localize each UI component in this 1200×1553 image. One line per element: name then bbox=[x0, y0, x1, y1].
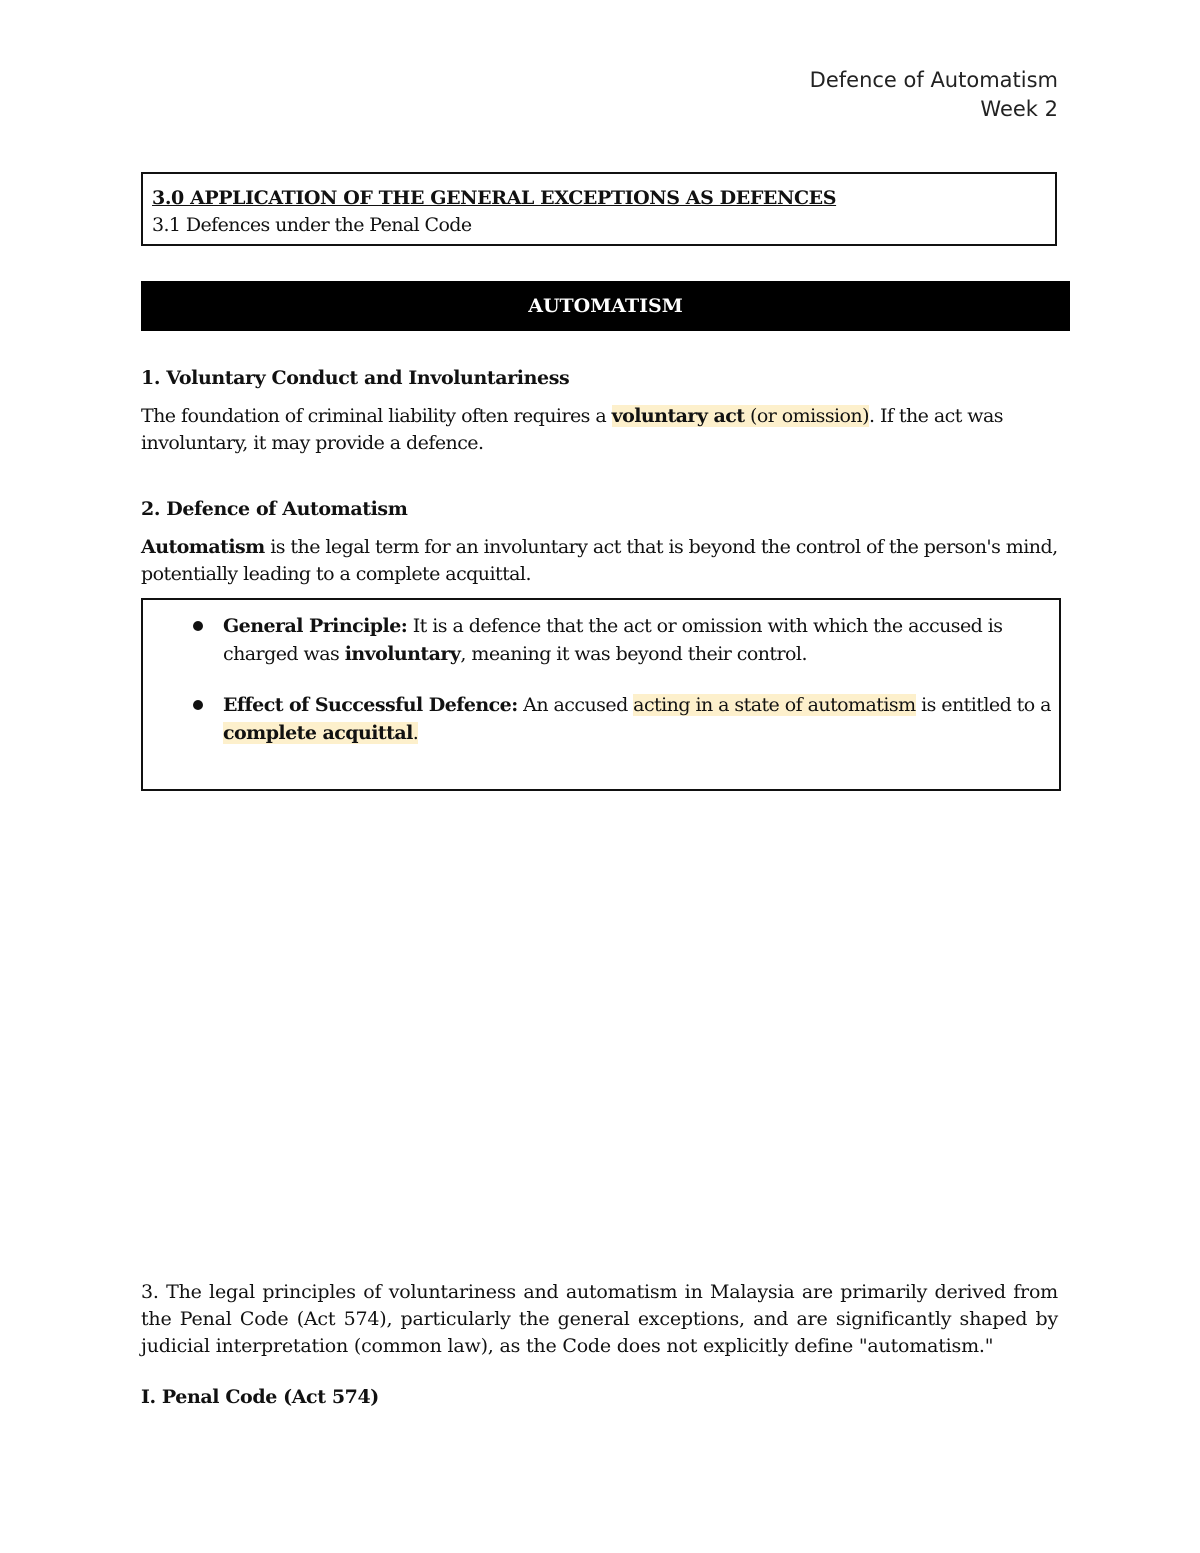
subsection-title: 3.1 Defences under the Penal Code bbox=[152, 214, 472, 236]
bullet-icon bbox=[193, 700, 203, 710]
bullet-general-principle bbox=[223, 612, 1053, 668]
text-run: is entitled to a bbox=[915, 694, 1051, 716]
section-title-box bbox=[141, 172, 1057, 246]
heading-defence-of-automatism: 2. Defence of Automatism bbox=[141, 498, 408, 520]
bold-term: voluntary act bbox=[611, 405, 745, 427]
highlighted-term-complete-acquittal bbox=[223, 722, 418, 744]
principles-box bbox=[141, 598, 1061, 791]
bold-term: complete acquittal bbox=[223, 722, 413, 744]
bullet-effect-of-defence bbox=[223, 691, 1053, 747]
text-run: It is a defence that the act or omission with which the accused is charged was bbox=[223, 615, 1003, 665]
highlighted-term-voluntary-act bbox=[612, 405, 869, 427]
section-title: 3.0 APPLICATION OF THE GENERAL EXCEPTIONS AS DEFENCES bbox=[152, 187, 837, 209]
running-header bbox=[810, 66, 1058, 124]
paragraph-malaysian-law: 3. The legal principles of voluntariness and automatism in Malaysia are primarily derived from the Penal Code (Act 574), particularly the general exceptions, and are significantly shaped by judicial interpretation (common law), as the Code does not explicitly define "automatism." bbox=[141, 1281, 1058, 1357]
heading-penal-code: I. Penal Code (Act 574) bbox=[141, 1386, 379, 1408]
bullet-label: Effect of Successful Defence: bbox=[223, 694, 518, 716]
text-run: , meaning it was beyond their control. bbox=[460, 643, 807, 665]
highlighted-phrase: acting in a state of automatism bbox=[633, 694, 916, 716]
text-run: . bbox=[412, 722, 419, 744]
paragraph-automatism-definition bbox=[141, 534, 1061, 588]
heading-voluntary-conduct: 1. Voluntary Conduct and Involuntariness bbox=[141, 367, 570, 389]
topic-banner: AUTOMATISM bbox=[141, 281, 1070, 331]
text-run: . If the act was involuntary, it may provide a defence. bbox=[141, 405, 1003, 454]
bullet-icon bbox=[193, 621, 203, 631]
header-week: Week 2 bbox=[980, 97, 1058, 121]
text-run: An accused bbox=[517, 694, 634, 716]
text-run: The foundation of criminal liability often requires a bbox=[141, 405, 612, 427]
text-run: is the legal term for an involuntary act that is beyond the control of the person's mind, potentially leading to a complete acquittal. bbox=[141, 536, 1058, 585]
bullet-label: General Principle: bbox=[223, 615, 408, 637]
header-doc-title: Defence of Automatism bbox=[809, 68, 1058, 92]
text-run: (or omission) bbox=[744, 405, 869, 427]
paragraph-voluntary-conduct bbox=[141, 403, 1061, 457]
bold-term-involuntary: involuntary bbox=[344, 643, 461, 665]
bold-term-automatism: Automatism bbox=[141, 536, 265, 558]
